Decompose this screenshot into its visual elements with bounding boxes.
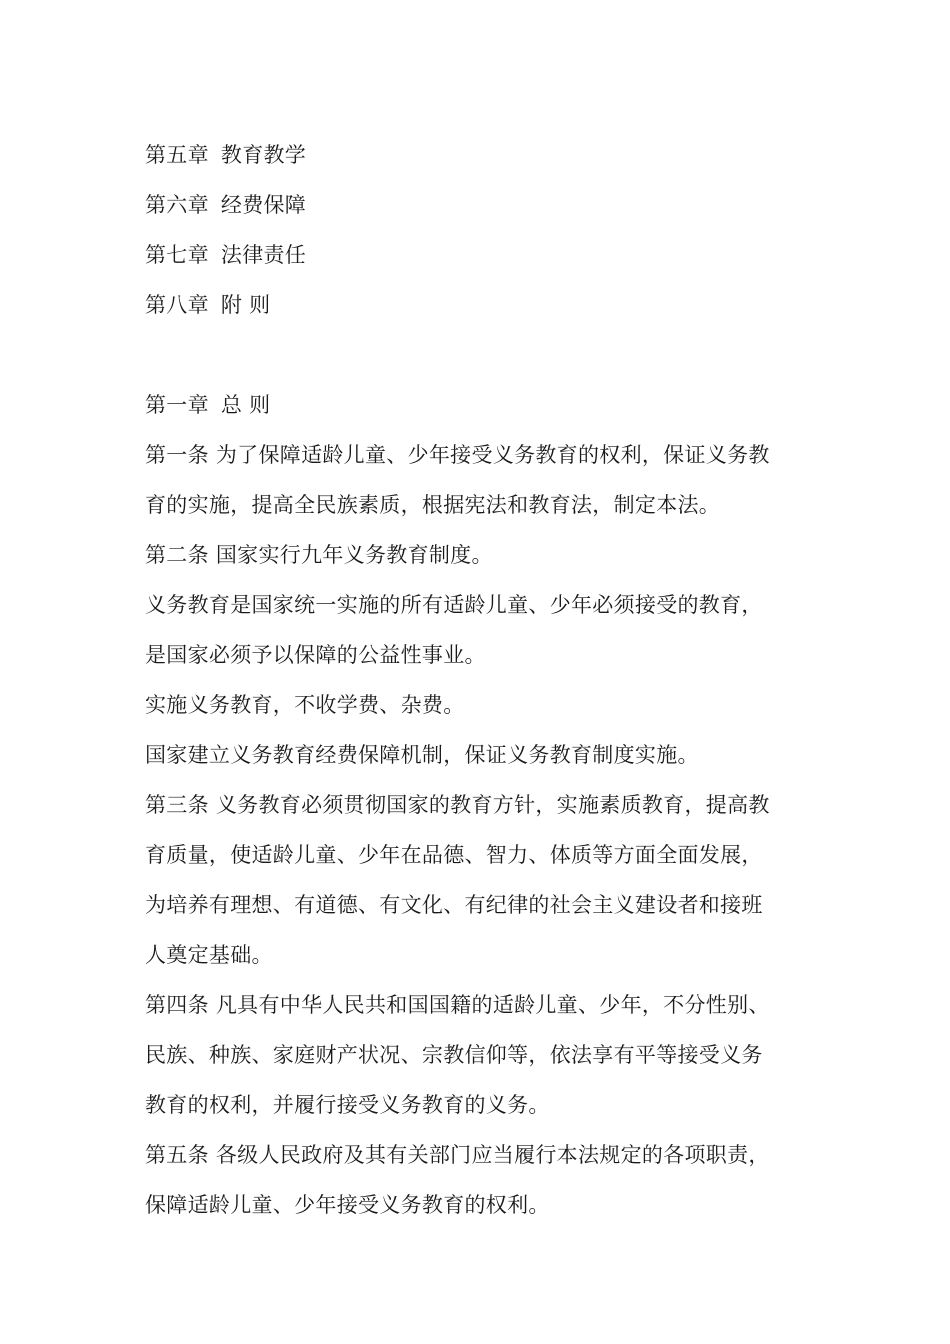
text-line: 第五条 各级人民政府及其有关部门应当履行本法规定的各项职责， <box>145 1143 770 1167</box>
text-line: 保障适龄儿童、少年接受义务教育的权利。 <box>145 1193 550 1217</box>
toc-chapter-number: 第七章 <box>145 243 209 267</box>
text-line: 育质量，使适龄儿童、少年在品德、智力、体质等方面全面发展， <box>145 843 763 867</box>
text-line: 第一条 为了保障适龄儿童、少年接受义务教育的权利，保证义务教 <box>145 443 770 467</box>
text-line: 第四条 凡具有中华人民共和国国籍的适龄儿童、少年，不分性别、 <box>145 993 770 1017</box>
text-line: 第二条 国家实行九年义务教育制度。 <box>145 543 493 567</box>
toc-chapter-7 <box>145 230 815 280</box>
text-line: 教育的权利，并履行接受义务教育的义务。 <box>145 1093 550 1117</box>
text-line: 国家建立义务教育经费保障机制，保证义务教育制度实施。 <box>145 743 699 767</box>
toc-chapter-8 <box>145 280 815 330</box>
toc-chapter-6 <box>145 180 815 230</box>
toc-chapter-number: 第八章 <box>145 293 209 317</box>
document-content <box>145 130 815 1230</box>
chapter-number: 第一章 <box>145 393 209 417</box>
chapter-title: 总 则 <box>220 393 271 417</box>
toc-chapter-title: 法律责任 <box>220 243 307 267</box>
toc-chapter-title: 经费保障 <box>220 193 307 217</box>
text-line: 为培养有理想、有道德、有文化、有纪律的社会主义建设者和接班 <box>145 893 763 917</box>
chapter-1-heading <box>145 380 815 430</box>
text-line: 民族、种族、家庭财产状况、宗教信仰等，依法享有平等接受义务 <box>145 1043 763 1067</box>
toc-chapter-title: 附 则 <box>220 293 271 317</box>
toc-chapter-number: 第六章 <box>145 193 209 217</box>
text-line: 第三条 义务教育必须贯彻国家的教育方针，实施素质教育，提高教 <box>145 793 770 817</box>
text-line: 实施义务教育，不收学费、杂费。 <box>145 693 465 717</box>
text-line: 人奠定基础。 <box>145 943 273 967</box>
text-line: 义务教育是国家统一实施的所有适龄儿童、少年必须接受的教育， <box>145 593 763 617</box>
toc-chapter-number: 第五章 <box>145 143 209 167</box>
toc-chapter-title: 教育教学 <box>220 143 307 167</box>
text-line: 是国家必须予以保障的公益性事业。 <box>145 643 486 667</box>
toc-chapter-5 <box>145 130 815 180</box>
section-gap <box>145 330 815 380</box>
text-line: 育的实施，提高全民族素质，根据宪法和教育法，制定本法。 <box>145 493 721 517</box>
